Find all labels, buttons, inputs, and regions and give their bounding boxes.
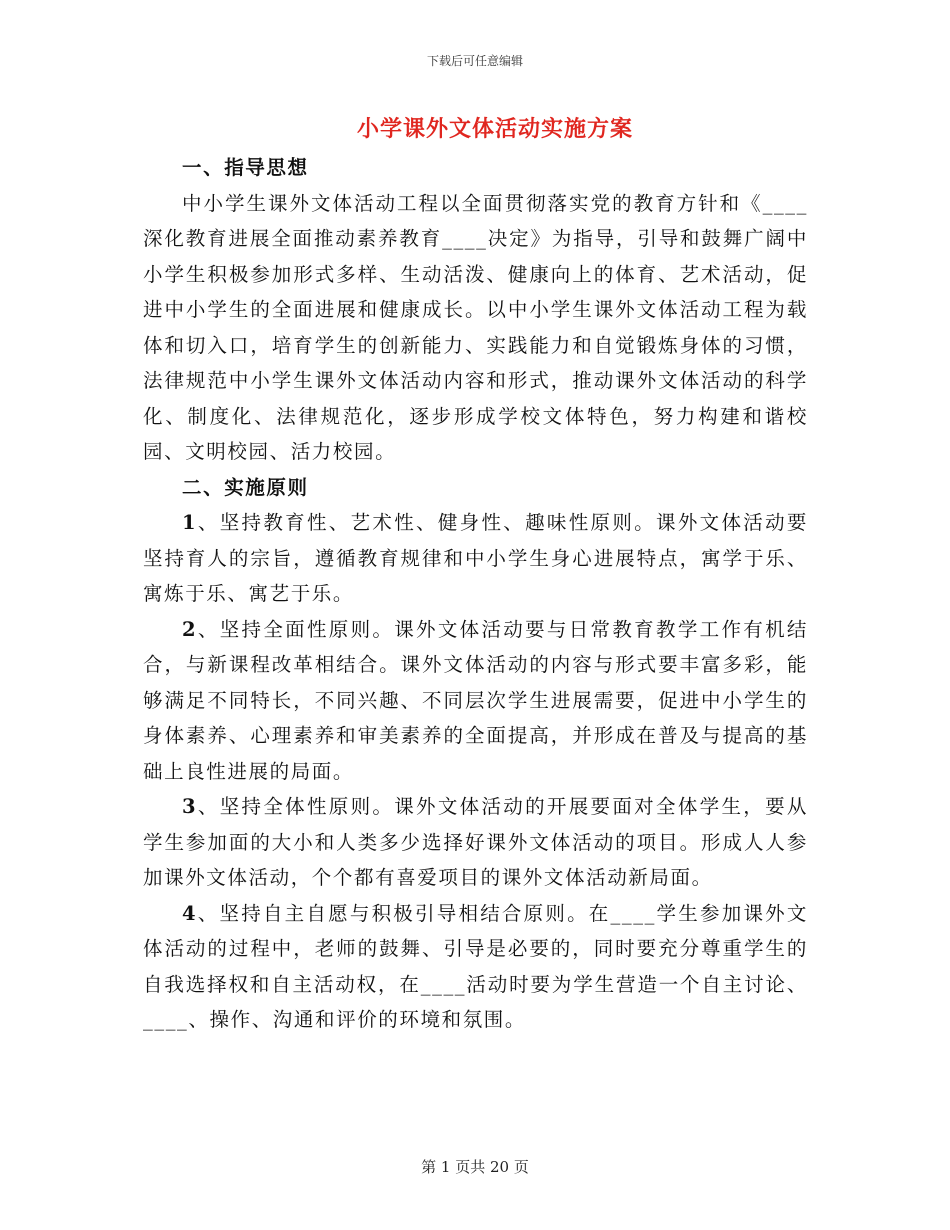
principle-text: 、坚持全面性原则。课外文体活动要与日常教育教学工作有机结合，与新课程改革相结合。课外文体活动的内容与形式要丰富多彩，能够满足不同特长，不同兴趣、不同层次学生进展需要，促进中小学生的身体素养、心理素养和审美素养的全面提高，并形成在普及与提高的基础上良性进展的局面。 [143, 617, 808, 783]
header-note: 下载后可任意编辑 [426, 54, 523, 68]
paragraph-guiding-ideology: 中小学生课外文体活动工程以全面贯彻落实党的教育方针和《____深化教育进展全面推动素养教育____决定》为指导，引导和鼓舞广阔中小学生积极参加形式多样、生动活泼、健康向上的体育、艺术活动，促进中小学生的全面进展和健康成长。以中小学生课外文体活动工程为载体和切入口，培育学生的创新能力、实践能力和自觉锻炼身体的习惯，法律规范中小学生课外文体活动内容和形式，推动课外文体活动的科学化、制度化、法律规范化，逐步形成学校文体特色，努力构建和谐校园、文明校园、活力校园。 [143, 191, 808, 463]
principle-text: 、坚持教育性、艺术性、健身性、趣味性原则。课外文体活动要坚持育人的宗旨，遵循教育规律和中小学生身心进展特点，寓学于乐、寓炼于乐、寓艺于乐。 [143, 511, 808, 605]
page-number: 第 1 页共 20 页 [421, 1158, 529, 1176]
principle-number: 2 [182, 617, 198, 641]
section-heading-guiding-ideology: 一、指导思想 [182, 156, 309, 179]
principle-number: 1 [182, 511, 198, 534]
principle-text: 、坚持全体性原则。课外文体活动的开展要面对全体学生，要从学生参加面的大小和人类多少选择好课外文体活动的项目。形成人人参加课外文体活动，个个都有喜爱项目的课外文体活动新局面。 [143, 795, 808, 889]
principle-text: 、坚持自主自愿与积极引导相结合原则。在____学生参加课外文体活动的过程中，老师的鼓舞、引导是必要的，同时要充分尊重学生的自我选择权和自主活动权，在____活动时要为学生营造一个自主讨论、____、操作、沟通和评价的环境和氛围。 [143, 901, 808, 1031]
principle-number: 3 [182, 795, 198, 818]
principle-item [143, 612, 808, 790]
principle-number: 4 [182, 901, 198, 925]
document-body [143, 150, 808, 1038]
principle-item [143, 896, 808, 1038]
section-heading-principles: 二、实施原则 [182, 475, 309, 499]
principle-item [143, 505, 808, 612]
principle-item [143, 789, 808, 896]
document-title: 小学课外文体活动实施方案 [356, 116, 633, 142]
